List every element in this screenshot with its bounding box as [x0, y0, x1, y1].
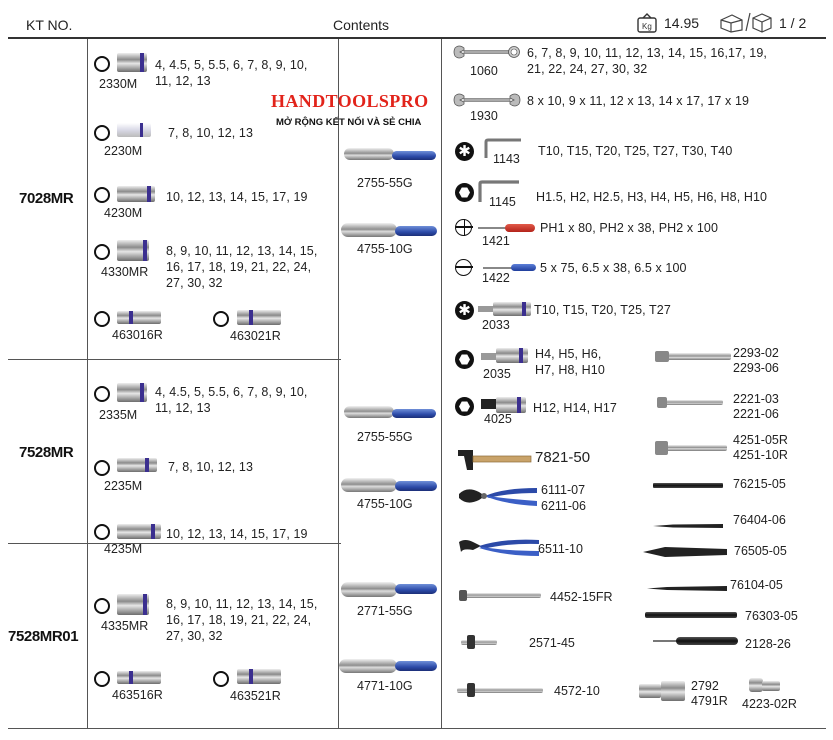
- hex-ring-icon: [94, 598, 110, 614]
- ratchet-handle-icon: [395, 584, 437, 594]
- combination-wrench-icon: [453, 44, 521, 65]
- socket-sizes: 4, 4.5, 5, 5.5, 6, 7, 8, 9, 10, 11, 12, 13: [155, 385, 308, 415]
- bit-tip: [481, 399, 497, 409]
- extension-end: [657, 397, 667, 408]
- tool-code: 4452-15FR: [550, 590, 613, 604]
- tool-code: 6511-10: [538, 542, 583, 556]
- socket-icon: [117, 240, 149, 261]
- socket-icon: [237, 669, 281, 684]
- scale-icon: [633, 12, 661, 34]
- weight-value: 14.95: [664, 15, 700, 31]
- pickup-tool-tip: [653, 640, 677, 642]
- tool-spec: H12, H14, H17: [533, 401, 617, 415]
- socket-sizes: 10, 12, 13, 14, 15, 17, 19: [166, 190, 308, 204]
- page-indicator: 1 / 2: [779, 15, 807, 31]
- col-divider-3: [441, 39, 442, 729]
- extension-end: [459, 590, 467, 601]
- ratchet-handle-icon: [392, 409, 436, 418]
- tool-code: 76303-05: [745, 609, 798, 623]
- screwdriver-shaft: [483, 267, 513, 269]
- socket-code: 2335M: [99, 408, 138, 422]
- tool-spec: T10, T15, T20, T25, T27, T30, T40: [538, 144, 733, 158]
- water-pump-pliers-icon: [457, 536, 541, 565]
- t-bar-head: [467, 635, 475, 649]
- kt-number: 7528MR: [19, 444, 74, 461]
- tool-spec: H1.5, H2, H2.5, H3, H4, H5, H6, H8, H10: [536, 190, 768, 204]
- tool-spec: H4, H5, H6, H7, H8, H10: [535, 347, 605, 377]
- socket-icon: [117, 594, 149, 615]
- tool-spec: 8 x 10, 9 x 11, 12 x 13, 14 x 17, 17 x 19: [527, 94, 750, 108]
- extension-bar-icon: [459, 593, 541, 598]
- pin-punch-icon: [647, 580, 729, 598]
- hex-ring-icon: [94, 125, 110, 141]
- tool-code: 4251-05R 4251-10R: [733, 433, 788, 462]
- pliers-icon: [457, 484, 539, 515]
- tool-code: 2221-03 2221-06: [733, 392, 779, 421]
- tool-code: 1421: [482, 234, 510, 248]
- tool-code: 76104-05: [730, 578, 783, 592]
- tool-code: 2035: [483, 367, 511, 381]
- bit-tip: [481, 353, 497, 360]
- ratchet-code: 4755-10G: [357, 497, 413, 511]
- kt-number: 7028MR: [19, 190, 74, 207]
- header-rule: [8, 37, 826, 39]
- torx-icon: ✱: [455, 301, 474, 320]
- socket-code: 2230M: [104, 144, 143, 158]
- adapter-icon: [749, 678, 763, 692]
- ratchet-head-icon: [341, 478, 397, 492]
- socket-sizes: 7, 8, 10, 12, 13: [168, 126, 253, 140]
- kt-number: 7528MR01: [8, 628, 79, 645]
- tool-spec: 6, 7, 8, 9, 10, 11, 12, 13, 14, 15, 16,17, 19, 21, 22, 24, 27, 30, 32: [527, 46, 767, 76]
- tool-code: 1930: [470, 109, 498, 123]
- socket-icon: [117, 123, 151, 137]
- hex-icon: [455, 350, 474, 369]
- tool-code: 76404-06: [733, 513, 786, 527]
- watermark-slogan: MỞ RỘNG KẾT NỐI VÀ SẺ CHIA: [276, 117, 422, 128]
- tool-code: 6111-07 6211-06: [541, 483, 586, 513]
- tool-spec: 5 x 75, 6.5 x 38, 6.5 x 100: [540, 261, 687, 275]
- col-divider-2: [338, 39, 339, 729]
- ratchet-head-icon: [341, 582, 397, 597]
- socket-code: 4330MR: [101, 265, 149, 279]
- socket-icon: [117, 671, 161, 684]
- tool-spec: PH1 x 80, PH2 x 38, PH2 x 100: [540, 221, 718, 235]
- tool-code: 2792 4791R: [691, 679, 728, 708]
- ratchet-code: 2755-55G: [357, 176, 413, 190]
- hex-ring-icon: [213, 671, 229, 687]
- socket-code: 4230M: [104, 206, 143, 220]
- sliding-t-bar-head: [467, 683, 475, 697]
- tool-code: 2571-45: [529, 636, 575, 650]
- slot-line: [456, 266, 473, 268]
- hex-icon: [455, 183, 474, 202]
- screwdriver-shaft: [478, 227, 506, 229]
- ratchet-head-icon: [341, 223, 397, 237]
- bit-socket-icon: [496, 397, 526, 413]
- ratchet-code: 2771-55G: [357, 604, 413, 618]
- socket-code: 463521R: [230, 689, 281, 703]
- col-divider-1: [87, 39, 88, 729]
- tool-code: 4025: [484, 412, 512, 426]
- tool-code: 4572-10: [554, 684, 600, 698]
- tool-code: 2128-26: [745, 637, 791, 651]
- hex-ring-icon: [94, 671, 110, 687]
- socket-icon: [237, 310, 281, 325]
- bit-socket-icon: [493, 302, 531, 316]
- socket-sizes: 8, 9, 10, 11, 12, 13, 14, 15, 16, 17, 18, 19, 21, 22, 24, 27, 30, 32: [166, 244, 318, 290]
- punch-icon: [653, 517, 725, 535]
- cape-chisel-icon: [643, 545, 729, 563]
- ratchet-code: 2755-55G: [357, 430, 413, 444]
- ratchet-head-icon: [344, 148, 394, 160]
- tool-code: 76505-05: [734, 544, 787, 558]
- svg-text:Kg: Kg: [642, 22, 652, 31]
- row-divider-2: [8, 543, 341, 544]
- kt-no-header: KT NO.: [26, 17, 73, 33]
- tool-code: 7821-50: [535, 449, 591, 466]
- universal-joint-icon: [661, 681, 685, 701]
- socket-icon: [117, 186, 155, 202]
- universal-joint-icon: [639, 684, 661, 698]
- tool-code: 76215-05: [733, 477, 786, 491]
- drift-punch-icon: [645, 612, 737, 618]
- socket-icon: [117, 524, 161, 539]
- socket-sizes: 4, 4.5, 5, 5.5, 6, 7, 8, 9, 10, 11, 12, 13: [155, 58, 308, 88]
- socket-sizes: 8, 9, 10, 11, 12, 13, 14, 15, 16, 17, 18, 19, 21, 22, 24, 27, 30, 32: [166, 597, 318, 643]
- tool-code: 4223-02R: [742, 697, 797, 711]
- extension-end: [655, 441, 668, 455]
- ratchet-code: 4771-10G: [357, 679, 413, 693]
- tool-code: 1422: [482, 271, 510, 285]
- socket-icon: [117, 53, 147, 72]
- hex-icon: [455, 397, 474, 416]
- box-icon: [718, 11, 772, 33]
- socket-code: 2235M: [104, 479, 143, 493]
- tool-code: 1145: [489, 195, 516, 209]
- adapter-icon: [762, 681, 780, 691]
- bit-socket-icon: [496, 348, 528, 363]
- ratchet-handle-icon: [392, 151, 436, 160]
- watermark-brand: HANDTOOLSPRO: [271, 91, 429, 111]
- ratchet-head-icon: [339, 659, 397, 673]
- hex-ring-icon: [94, 460, 110, 476]
- socket-sizes: 10, 12, 13, 14, 15, 17, 19: [166, 527, 308, 541]
- torx-icon: ✱: [455, 142, 474, 161]
- extension-end: [655, 351, 669, 362]
- socket-icon: [117, 458, 157, 472]
- socket-code: 463016R: [112, 328, 163, 342]
- ratchet-handle-icon: [395, 481, 437, 491]
- socket-icon: [117, 383, 147, 402]
- tool-spec: T10, T15, T20, T25, T27: [534, 303, 671, 317]
- socket-code: 4235M: [104, 542, 143, 556]
- ratchet-head-icon: [344, 406, 394, 418]
- hex-ring-icon: [94, 386, 110, 402]
- screwdriver-handle-icon: [505, 224, 535, 232]
- socket-code: 463516R: [112, 688, 163, 702]
- bottom-rule: [8, 728, 826, 729]
- hammer-icon: [455, 446, 533, 477]
- chisel-icon: [653, 483, 723, 488]
- pickup-tool-icon: [676, 637, 738, 645]
- screwdriver-handle-icon: [511, 264, 536, 271]
- ratchet-handle-icon: [395, 661, 437, 671]
- phillips-cross-v: [464, 219, 466, 236]
- hex-ring-icon: [94, 524, 110, 540]
- bit-tip: [478, 306, 494, 312]
- ratchet-code: 4755-10G: [357, 242, 413, 256]
- tool-code: 2033: [482, 318, 510, 332]
- tool-code: 2293-02 2293-06: [733, 346, 779, 375]
- hex-ring-icon: [94, 244, 110, 260]
- row-divider-1: [8, 359, 341, 360]
- tool-code: 1143: [493, 152, 520, 166]
- tool-code: 1060: [470, 64, 498, 78]
- hex-ring-icon: [94, 311, 110, 327]
- socket-code: 2330M: [99, 77, 138, 91]
- contents-header: Contents: [333, 17, 390, 33]
- socket-code: 463021R: [230, 329, 281, 343]
- socket-icon: [117, 311, 161, 324]
- ratchet-handle-icon: [395, 226, 437, 236]
- socket-code: 4335MR: [101, 619, 149, 633]
- hex-ring-icon: [94, 187, 110, 203]
- hex-ring-icon: [94, 56, 110, 72]
- socket-sizes: 7, 8, 10, 12, 13: [168, 460, 253, 474]
- hex-ring-icon: [213, 311, 229, 327]
